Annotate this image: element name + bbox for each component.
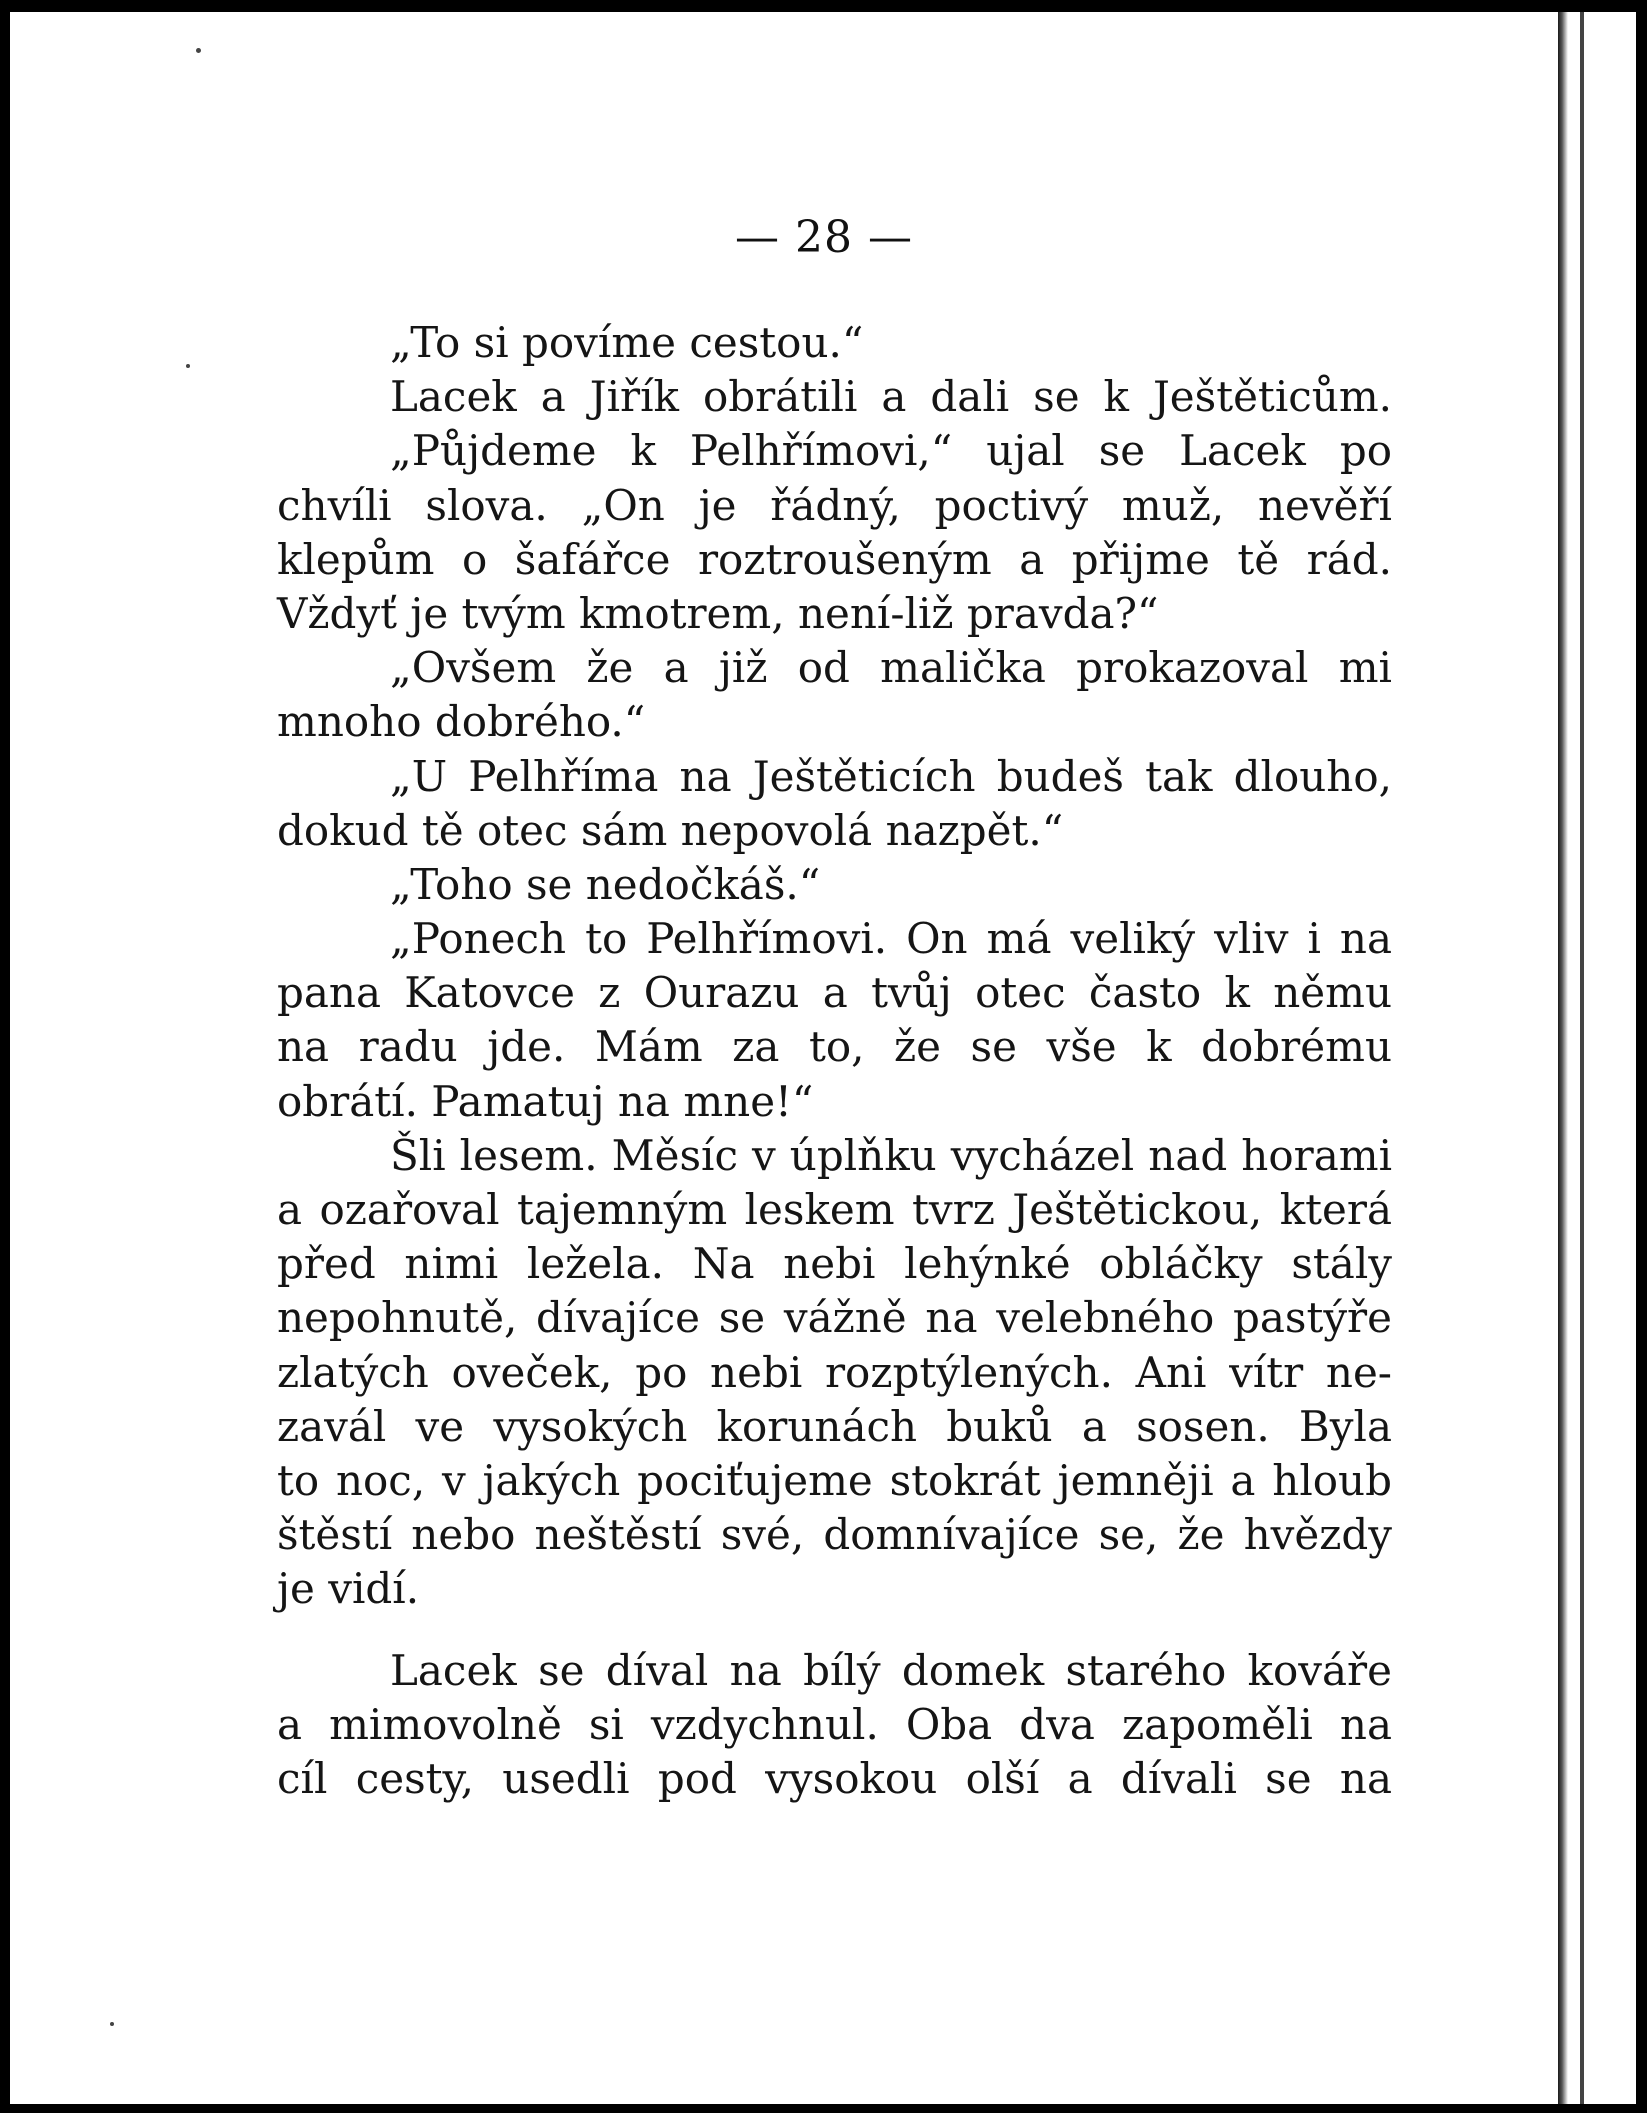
page-number: — 28 — (735, 212, 913, 263)
text-line: „U Pelhříma na Ještěticích budeš tak dlouho, (390, 751, 1392, 801)
body-text (277, 316, 1392, 1806)
text-line: zlatých oveček, po nebi rozptýlených. Ani vítr ne- (277, 1347, 1392, 1397)
text-line: zavál ve vysokých korunách buků a sosen. Byla (277, 1401, 1392, 1451)
text-line: pana Katovce z Ourazu a tvůj otec často k němu (277, 968, 1392, 1018)
text-line: a ozařoval tajemným leskem tvrz Ještětickou, která (277, 1185, 1392, 1234)
text-line: „To si povíme cestou.“ (390, 318, 864, 367)
gutter-line (1580, 12, 1584, 2104)
text-line: klepům o šafářce roztroušeným a přijme tě rád. (277, 534, 1392, 584)
text-line: „Půjdeme k Pelhřímovi,“ ujal se Lacek po (390, 426, 1392, 476)
text-line: dokud tě otec sám nepovolá nazpět.“ (277, 805, 1064, 855)
text-line: nepohnutě, dívajíce se vážně na velebného pastýře (277, 1293, 1392, 1343)
text-line: Vždyť je tvým kmotrem, není-liž pravda?“ (277, 588, 1159, 638)
scan-speck (186, 364, 190, 368)
text-line: Šli lesem. Měsíc v úplňku vycházel nad horami (390, 1130, 1392, 1180)
text-line: je vidí. (277, 1564, 420, 1614)
text-line: „Ponech to Pelhřímovi. On má veliký vliv i na (390, 914, 1392, 964)
scan-speck (110, 2022, 114, 2026)
text-line: před nimi ležela. Na nebi lehýnké obláčky stály (277, 1239, 1392, 1289)
text-line: „Toho se nedočkáš.“ (390, 859, 821, 909)
text-line: na radu jde. Mám za to, že se vše k dobrému (277, 1022, 1392, 1072)
text-line: štěstí nebo neštěstí své, domnívajíce se, že hvězdy (277, 1510, 1392, 1560)
scan-speck (196, 48, 201, 53)
page-gutter (1558, 12, 1636, 2104)
text-line: mnoho dobrého.“ (277, 697, 646, 747)
text-line: Lacek se díval na bílý domek starého kováře (390, 1645, 1392, 1695)
text-line: cíl cesty, usedli pod vysokou olší a dívali se na (277, 1753, 1392, 1803)
text-line: Lacek a Jiřík obrátili a dali se k Ještěticům. (390, 372, 1392, 422)
text-line: a mimovolně si vzdychnul. Oba dva zapoměli na (277, 1699, 1392, 1749)
text-line: chvíli slova. „On je řádný, poctivý muž, nevěří (277, 480, 1392, 530)
text-line: obrátí. Pamatuj na mne!“ (277, 1076, 814, 1126)
text-line: to noc, v jakých pociťujeme stokrát jemněji a hloub (277, 1455, 1392, 1505)
gutter-shadow (1558, 12, 1568, 2104)
text-line: „Ovšem že a již od malička prokazoval mi (390, 643, 1392, 693)
